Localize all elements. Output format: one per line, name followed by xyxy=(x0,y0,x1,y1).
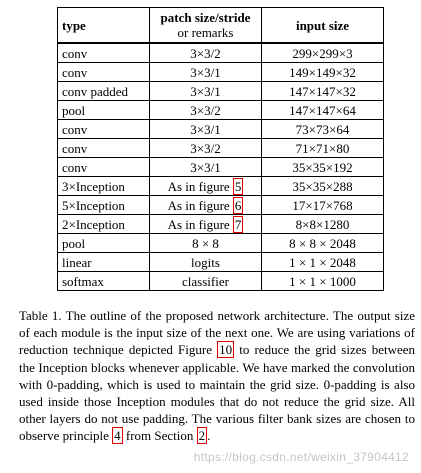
principle-4-link[interactable]: 4 xyxy=(114,428,121,444)
cell-type: pool xyxy=(58,101,150,120)
cell-type: linear xyxy=(58,253,150,272)
cell-patch: 3×3/1 xyxy=(150,82,262,101)
caption-text: Table 1. The outline of the proposed network architecture. The output size of each module is the input size of the next one. We are using variations of reduction technique depicted Figure xyxy=(19,308,415,358)
table-row xyxy=(58,139,384,158)
cell-type: 3×Inception xyxy=(58,177,150,196)
figure-ref-prefix: As in figure xyxy=(167,216,230,232)
watermark: https://blog.csdn.net/weixin_37904412 xyxy=(193,450,409,464)
cell-input: 35×35×192 xyxy=(262,158,384,177)
cell-patch xyxy=(150,215,262,234)
cell-input: 147×147×64 xyxy=(262,101,384,120)
cell-input: 1 × 1 × 2048 xyxy=(262,253,384,272)
cell-input: 35×35×288 xyxy=(262,177,384,196)
table-row xyxy=(58,43,384,63)
figure-ref-prefix: As in figure xyxy=(167,178,230,194)
figure-6-link[interactable]: 6 xyxy=(234,197,242,213)
cell-patch: logits xyxy=(150,253,262,272)
cell-patch: 8 × 8 xyxy=(150,234,262,253)
cell-type: conv xyxy=(58,63,150,82)
cell-input: 17×17×768 xyxy=(262,196,384,215)
cell-type: conv xyxy=(58,139,150,158)
cell-patch xyxy=(150,177,262,196)
cell-patch: classifier xyxy=(150,272,262,291)
cell-input: 73×73×64 xyxy=(262,120,384,139)
cell-patch: 3×3/1 xyxy=(150,158,262,177)
table-row xyxy=(58,63,384,82)
cell-input: 8 × 8 × 2048 xyxy=(262,234,384,253)
cell-type: conv xyxy=(58,43,150,63)
cell-type: pool xyxy=(58,234,150,253)
cell-patch: 3×3/1 xyxy=(150,63,262,82)
caption-text: from Section xyxy=(122,428,197,444)
cell-type: conv xyxy=(58,120,150,139)
cell-input: 8×8×1280 xyxy=(262,215,384,234)
caption-text: . xyxy=(207,428,211,444)
figure-5-link[interactable]: 5 xyxy=(234,178,242,194)
cell-patch: 3×3/1 xyxy=(150,120,262,139)
table-row xyxy=(58,120,384,139)
table-row xyxy=(58,253,384,272)
header-patch-main: patch size/stride xyxy=(160,10,251,25)
table-row xyxy=(58,101,384,120)
header-input: input size xyxy=(262,8,384,44)
cell-patch xyxy=(150,196,262,215)
cell-input: 147×147×32 xyxy=(262,82,384,101)
cell-input: 149×149×32 xyxy=(262,63,384,82)
cell-type: 5×Inception xyxy=(58,196,150,215)
cell-patch: 3×3/2 xyxy=(150,101,262,120)
cell-input: 71×71×80 xyxy=(262,139,384,158)
header-patch-sub: or remarks xyxy=(177,25,234,40)
caption-text: to reduce the grid sizes between the Inception blocks whenever applicable. We have marked the convolution with 0-padding, which is used to maintain the grid size. 0-padding is also used inside those Inception modules that do not reduce the grid size. All other layers do not use padding. The various filter bank sizes are chosen to observe principle xyxy=(19,342,416,444)
cell-input: 299×299×3 xyxy=(262,43,384,63)
header-type: type xyxy=(58,8,150,44)
cell-input: 1 × 1 × 1000 xyxy=(262,272,384,291)
cell-patch: 3×3/2 xyxy=(150,43,262,63)
table-row xyxy=(58,82,384,101)
architecture-table xyxy=(57,7,384,291)
figure-7-link[interactable]: 7 xyxy=(234,216,242,232)
table-row xyxy=(58,234,384,253)
section-2-link[interactable]: 2 xyxy=(198,428,206,444)
table-row xyxy=(58,177,384,196)
cell-patch: 3×3/2 xyxy=(150,139,262,158)
table-row xyxy=(58,196,384,215)
cell-type: conv xyxy=(58,158,150,177)
table-caption xyxy=(19,307,415,445)
figure-ref-prefix: As in figure xyxy=(167,197,230,213)
cell-type: conv padded xyxy=(58,82,150,101)
table-row xyxy=(58,215,384,234)
table-row xyxy=(58,272,384,291)
table-header-row xyxy=(58,8,384,44)
cell-type: 2×Inception xyxy=(58,215,150,234)
cell-type: softmax xyxy=(58,272,150,291)
table-row xyxy=(58,158,384,177)
figure-10-link[interactable]: 10 xyxy=(219,342,233,358)
header-patch xyxy=(150,8,262,44)
